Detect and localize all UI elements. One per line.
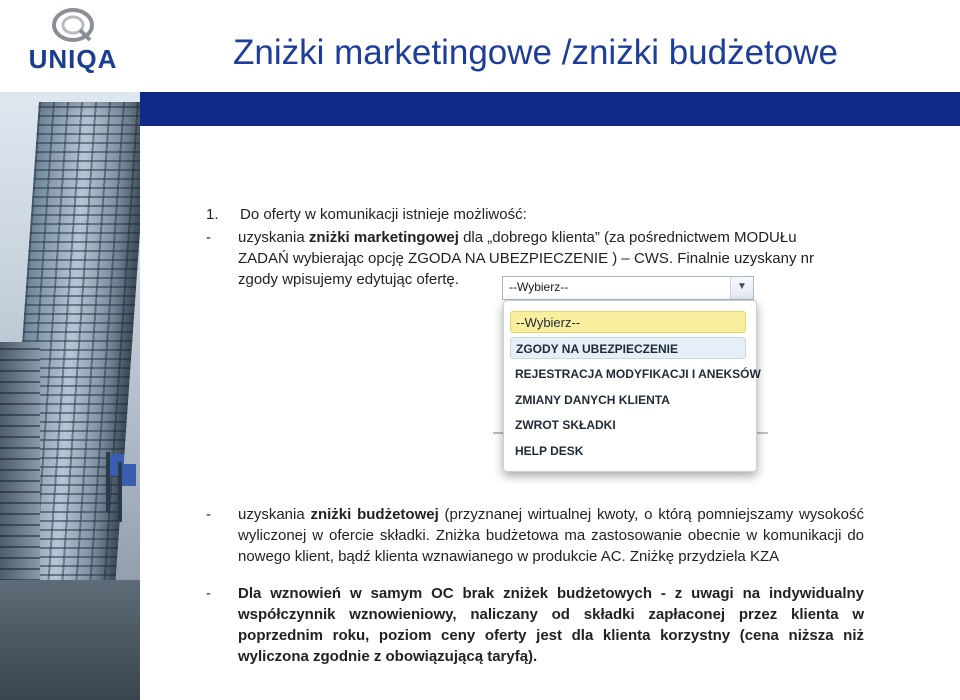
bullet3-text: Dla wznowień w samym OC brak zniżek budżetowych - z uwagi na indywidualny współczynnik wznowieniowy, naliczany od składki zapłaconej przez klienta w poprzednim roku, poziom ceny oferty jest dla klienta korzystny (cena niższa niż wyliczona zgodnie z obowiązującą taryfą). [238, 585, 864, 665]
list-number: 1. [206, 206, 219, 223]
item1-text: Do oferty w komunikacji istnieje możliwość: [240, 206, 527, 223]
logo-text: UNIQA [28, 44, 118, 74]
building-base [0, 580, 140, 700]
bullet1-line2: ZADAŃ wybierając opcję ZGODA NA UBEZPIECZENIE ) – CWS. Finalnie uzyskany nr [238, 250, 814, 267]
select-dropdown [503, 300, 761, 472]
option-rejestracja[interactable]: REJESTRACJA MODYFIKACJI I ANEKSÓW [515, 367, 761, 381]
select-toggle[interactable] [730, 277, 753, 299]
page-title: Zniżki marketingowe /zniżki budżetowe [233, 33, 838, 72]
option-zgody[interactable]: ZGODY NA UBEZPIECZENIE [510, 337, 746, 359]
logo-emblem-icon [50, 6, 96, 44]
bullet-dash: - [206, 585, 211, 602]
option-zwrot[interactable]: ZWROT SKŁADKI [515, 418, 616, 432]
chevron-down-icon: ▼ [737, 281, 747, 292]
uniqa-logo [18, 6, 128, 76]
type-select[interactable] [502, 276, 754, 300]
header-bar [140, 92, 960, 126]
option-zmiany[interactable]: ZMIANY DANYCH KLIENTA [515, 393, 670, 407]
bullet1-line1: uzyskania zniżki marketingowej dla „dobrego klienta” (za pośrednictwem MODUŁu [238, 229, 797, 246]
bullet-dash: - [206, 229, 211, 246]
flag-icon [118, 462, 122, 522]
select-value: --Wybierz-- [509, 280, 569, 294]
option-wybierz[interactable]: --Wybierz-- [510, 311, 746, 333]
bullet2-text: uzyskania zniżki budżetowej (przyznanej wirtualnej kwoty, o którą pomniejszamy wysokość wyliczonej w ofercie składki. Zniżka budżetowa ma zastosowanie obecnie w komunikacji do nowego klient, bądź klienta wznawianego w produkcie AC. Zniżkę przydziela KZA [238, 506, 864, 565]
option-helpdesk[interactable]: HELP DESK [515, 444, 584, 458]
bullet-dash: - [206, 506, 211, 523]
flag-icon [106, 452, 110, 512]
bullet1-line3: zgody wpisujemy edytując ofertę. [238, 271, 459, 288]
building-photo [0, 92, 140, 700]
